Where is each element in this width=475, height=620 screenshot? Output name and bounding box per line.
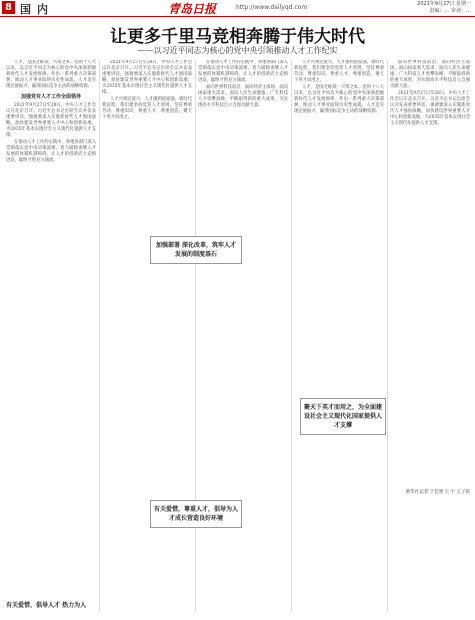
column-4 bbox=[294, 60, 384, 612]
column-divider bbox=[291, 60, 292, 612]
paragraph: 人才兴则民族兴，人才强则国家强。新时代新征程，我们要坚持党管人才原则，坚持尊重劳动、尊重知识、尊重人才、尊重创造，聚天下英才而用之。 bbox=[102, 97, 192, 120]
column-3 bbox=[198, 60, 288, 612]
section-heading-box: 聚天下英才而用之，为全面建设社会主义现代化国家提供人才支撑 bbox=[300, 398, 386, 435]
column-2 bbox=[102, 60, 192, 612]
article-columns bbox=[6, 60, 470, 612]
masthead-logo: 青岛日报 bbox=[168, 2, 217, 16]
page-number: 8 bbox=[2, 1, 15, 14]
paragraph: 面向世界科技前沿、面向经济主战场、面向国家重大需求、面向人民生命健康，广大科技人才勇攀高峰，不断取得新的重大成果，为实现高水平科技自立自强贡献力量。 bbox=[198, 85, 288, 108]
paragraph: 2021年9月27日至28日，中央人才工作会议在北京召开。习近平总书记出席会议并发表重要讲话，强调要深入实施新时代人才强国战略，加快建设世界重要人才中心和创新高地，为2035年基本实现社会主义现代化提供人才支撑。 bbox=[6, 103, 96, 138]
column-1 bbox=[6, 60, 96, 612]
page-header bbox=[0, 0, 475, 17]
editors-text: 责编：… 审读：… bbox=[429, 8, 471, 14]
section-heading: 加强党对人才工作全面领导 bbox=[20, 94, 81, 100]
paragraph: 在推动人才工作的实践中，各地各部门深入贯彻落实党中央决策部署，着力破除束缚人才发展的体制机制障碍，让人才的创新活力竞相迸发，聪明才智充分涌流。 bbox=[198, 60, 288, 83]
section-heading-box: 加强部署 深化改革，筑牢人才发展的制度基石 bbox=[150, 236, 242, 264]
paragraph: 人才，是国之栋梁，兴邦之本。党的十八大以来，以习近平同志为核心的党中央深刻把握新时代人才发展规律，作出一系列重大决策部署，推动人才事业取得历史性成就。人才是实现民族振兴、赢得国际竞争主动的战略资源。 bbox=[6, 60, 96, 89]
date-text: 2021年9月27日 星期一 bbox=[417, 1, 471, 7]
bottom-section-title: 有关爱惜、倡导人才 热力为人 bbox=[6, 602, 87, 609]
paragraph: 人才，是国之栋梁，兴邦之本。党的十八大以来，以习近平同志为核心的党中央深刻把握新时代人才发展规律，作出一系列重大决策部署，推动人才事业取得历史性成就。人才是实现民族振兴、赢得国际竞争主动的战略资源。 bbox=[294, 85, 384, 114]
paragraph: 面向世界科技前沿、面向经济主战场、面向国家重大需求、面向人民生命健康，广大科技人才勇攀高峰，不断取得新的重大成果，为实现高水平科技自立自强贡献力量。 bbox=[390, 60, 470, 89]
headline: 让更多千里马竞相奔腾于伟大时代 bbox=[110, 27, 365, 47]
section-heading-box: 有关爱惜，尊重人才，倡导为人才成长营造良好环境 bbox=[150, 500, 242, 528]
site-url[interactable]: http://www.dailyqd.com bbox=[236, 4, 308, 11]
section-title: 国内 bbox=[20, 3, 54, 16]
paragraph: 在推动人才工作的实践中，各地各部门深入贯彻落实党中央决策部署，着力破除束缚人才发展的体制机制障碍，让人才的创新活力竞相迸发，聪明才智充分涌流。 bbox=[6, 140, 96, 163]
column-divider bbox=[387, 60, 388, 612]
subheadline: ——以习近平同志为核心的党中央引领推动人才工作纪实 bbox=[137, 46, 338, 55]
column-5 bbox=[390, 60, 470, 612]
paragraph: 2021年9月27日至28日，中央人才工作会议在北京召开。习近平总书记出席会议并发表重要讲话，强调要深入实施新时代人才强国战略，加快建设世界重要人才中心和创新高地，为2035年基本实现社会主义现代化提供人才支撑。 bbox=[102, 60, 192, 95]
paragraph: 人才兴则民族兴，人才强则国家强。新时代新征程，我们要坚持党管人才原则，坚持尊重劳动、尊重知识、尊重人才、尊重创造，聚天下英才而用之。 bbox=[294, 60, 384, 83]
column-divider bbox=[195, 60, 196, 612]
paragraph: 2021年9月27日至28日，中央人才工作会议在北京召开。习近平总书记出席会议并发表重要讲话，强调要深入实施新时代人才强国战略，加快建设世界重要人才中心和创新高地，为2035年基本实现社会主义现代化提供人才支撑。 bbox=[390, 91, 470, 126]
column-divider bbox=[99, 60, 100, 612]
dateline bbox=[417, 1, 471, 15]
author-byline: 新华社记者 于佳欣 王 宇 王子铭 bbox=[405, 490, 470, 495]
